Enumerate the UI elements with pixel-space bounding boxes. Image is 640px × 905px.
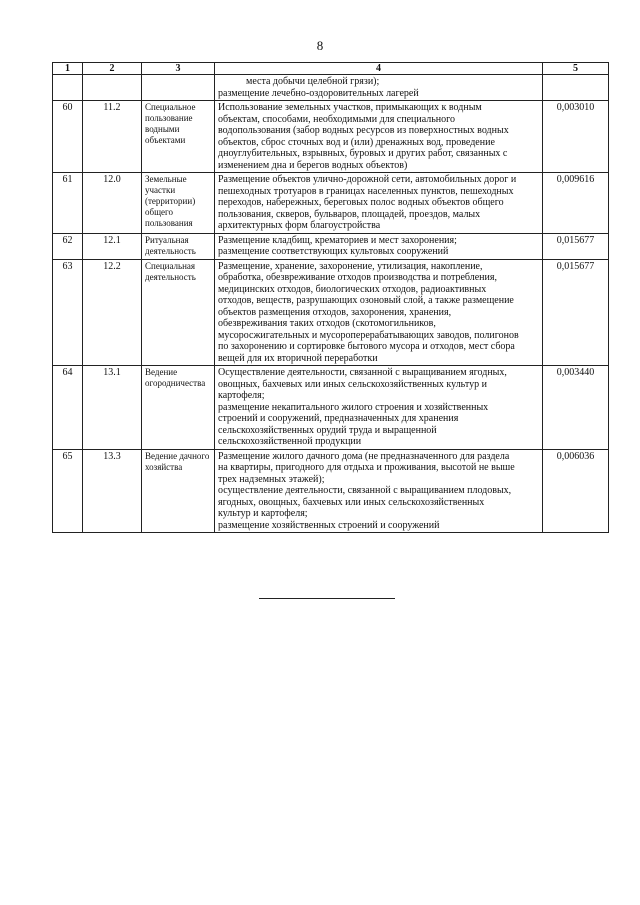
desc-line: дноуглубительных, взрывных, буровых и других работ, связанных с	[218, 148, 508, 159]
cell-coefficient: 0,015677	[543, 259, 609, 366]
desc-line: размещение соответствующих культовых сооружений	[218, 246, 449, 257]
desc-line: водопользования (забор водных ресурсов из поверхностных водных	[218, 125, 509, 136]
cell-num: 62	[53, 233, 83, 259]
cell-code	[83, 75, 142, 101]
cell-code: 12.1	[83, 233, 142, 259]
desc-line: пешеходных тротуаров в границах населенных пунктов, пешеходных	[218, 185, 514, 197]
header-col-4: 4	[215, 63, 543, 75]
desc-line: мусоросжигательных и мусороперерабатывающих заводов, полигонов	[218, 329, 519, 341]
header-col-5: 5	[543, 63, 609, 75]
desc-line: архитектурных форм благоустройства	[218, 220, 381, 231]
desc-line: на квартиры, пригодного для отдыха и проживания, высотой не выше	[218, 462, 515, 473]
cell-name: Ведение дачного хозяйства	[142, 449, 215, 533]
desc-line: обезвреживания таких отходов (скотомогильников,	[218, 318, 436, 329]
cell-num: 63	[53, 259, 83, 366]
desc-line: размещение некапитального жилого строения и хозяйственных	[218, 401, 489, 413]
desc-line: по захоронению и сортировке бытового мусора и отходов, мест сбора	[218, 341, 515, 352]
desc-line: строений и сооружений, предназначенных для хранения	[218, 413, 459, 424]
cell-coefficient: 0,003440	[543, 366, 609, 450]
header-col-1: 1	[53, 63, 83, 75]
desc-line: трех надземных этажей);	[218, 473, 325, 485]
desc-line: размещение лечебно-оздоровительных лагерей	[218, 87, 419, 99]
table-row	[53, 173, 609, 234]
table-row	[53, 259, 609, 366]
cell-description	[215, 259, 543, 366]
desc-line: Размещение объектов улично-дорожной сети, автомобильных дорог и	[218, 174, 517, 185]
desc-line: Осуществление деятельности, связанной с выращиванием ягодных,	[218, 367, 507, 378]
desc-line: обработка, обезвреживание отходов производства и потребления,	[218, 272, 497, 283]
table-row	[53, 101, 609, 173]
closing-rule	[259, 598, 395, 599]
cell-code: 13.1	[83, 366, 142, 450]
header-col-2: 2	[83, 63, 142, 75]
cell-num: 61	[53, 173, 83, 234]
desc-line: объектов, сброс сточных вод и (или) дренажных вод, проведение	[218, 136, 495, 148]
cell-description	[215, 449, 543, 533]
desc-line: ягодных, овощных, бахчевых или иных сельскохозяйственных	[218, 496, 485, 508]
coefficient-table	[52, 62, 609, 533]
cell-name: Ритуальная деятельность	[142, 233, 215, 259]
desc-line: размещение хозяйственных строений и сооружений	[218, 519, 440, 531]
cell-code: 12.0	[83, 173, 142, 234]
desc-line: осуществление деятельности, связанной с выращиванием плодовых,	[218, 485, 512, 496]
cell-description	[215, 101, 543, 173]
desc-line: переходов, набережных, береговых полос водных объектов общего	[218, 197, 504, 208]
table-row-continuation	[53, 75, 609, 101]
cell-description	[215, 366, 543, 450]
desc-line: вещей для их вторичной переработки	[218, 352, 378, 364]
desc-line: медицинских отходов, биологических отходов, радиоактивных	[218, 283, 487, 295]
desc-line: культур и картофеля;	[218, 508, 308, 519]
desc-line: Размещение, хранение, захоронение, утилизация, накопление,	[218, 260, 483, 272]
table-row	[53, 449, 609, 533]
desc-line: объектов размещения отходов, захоронения, хранения,	[218, 306, 452, 318]
cell-name: Земельные участки (территории) общего пользования	[142, 173, 215, 234]
cell-coefficient: 0,006036	[543, 449, 609, 533]
cell-description	[215, 173, 543, 234]
table-row	[53, 233, 609, 259]
desc-line: картофеля;	[218, 390, 265, 401]
cell-coefficient: 0,003010	[543, 101, 609, 173]
desc-line: Использование земельных участков, примыкающих к водным	[218, 102, 482, 113]
cell-description	[215, 75, 543, 101]
desc-line: сельскохозяйственной продукции	[218, 436, 362, 447]
desc-line: Размещение жилого дачного дома (не предназначенного для раздела	[218, 450, 510, 462]
cell-coefficient: 0,009616	[543, 173, 609, 234]
header-col-3: 3	[142, 63, 215, 75]
cell-coefficient	[543, 75, 609, 101]
cell-code: 13.3	[83, 449, 142, 533]
desc-line: овощных, бахчевых или иных сельскохозяйственных культур и	[218, 378, 487, 390]
cell-name: Специальная деятельность	[142, 259, 215, 366]
desc-line: пользования, скверов, бульваров, площадей, проездов, малых	[218, 208, 481, 220]
cell-num: 65	[53, 449, 83, 533]
cell-num: 60	[53, 101, 83, 173]
cell-name: Специальное пользование водными объектами	[142, 101, 215, 173]
desc-line: места добычи целебной грязи);	[246, 76, 380, 87]
page-number: 8	[316, 38, 324, 53]
cell-num	[53, 75, 83, 101]
table-row	[53, 366, 609, 450]
table-header-row	[53, 63, 609, 75]
cell-name	[142, 75, 215, 101]
cell-code: 12.2	[83, 259, 142, 366]
cell-code: 11.2	[83, 101, 142, 173]
cell-coefficient: 0,015677	[543, 233, 609, 259]
desc-line: сельскохозяйственных орудий труда и выращенной	[218, 424, 437, 436]
desc-line: объектам, способами, необходимыми для специального	[218, 113, 456, 125]
desc-line: отходов, веществ, разрушающих озоновый слой, а также размещение	[218, 295, 514, 306]
cell-num: 64	[53, 366, 83, 450]
cell-description	[215, 233, 543, 259]
desc-line: изменением дна и берегов водных объектов)	[218, 159, 408, 171]
desc-line: Размещение кладбищ, крематориев и мест захоронения;	[218, 234, 457, 246]
cell-name: Ведение огородничества	[142, 366, 215, 450]
